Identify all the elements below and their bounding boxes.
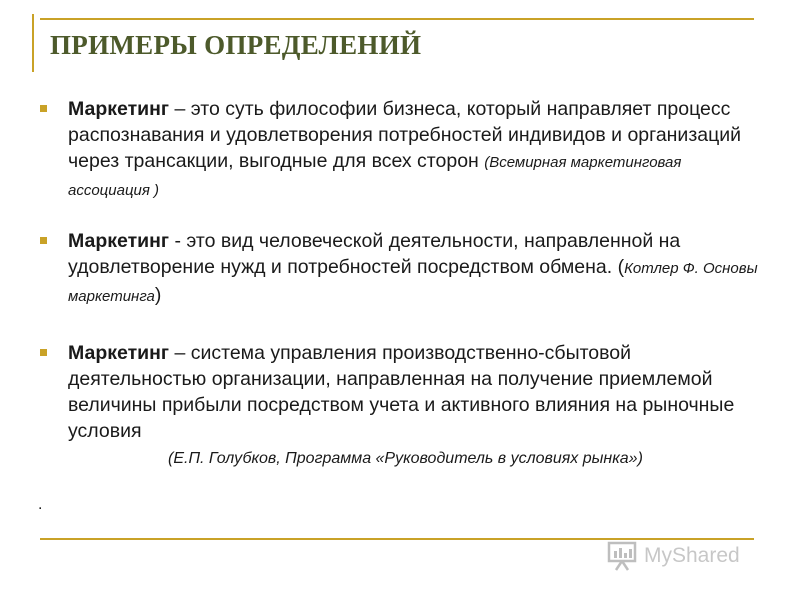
definition-text-2	[68, 228, 760, 310]
source-open-paren: (	[617, 256, 625, 278]
left-divider	[32, 14, 34, 72]
definition-body-2: - это вид человеческой деятельности, направленной на удовлетворение нужд и потребностей посредством обмена.	[68, 230, 681, 278]
square-bullet-icon	[40, 237, 47, 244]
definition-body-1: – это суть философии бизнеса, который направляет процесс распознавания и удовлетворения потребностей индивидов и организаций через трансакции, выгодные для всех сторон	[68, 98, 742, 172]
watermark	[606, 538, 766, 574]
definition-source-1: (Всемирная маркетинговая ассоциация )	[68, 154, 682, 199]
square-bullet-icon	[40, 349, 47, 356]
definition-text-3	[68, 340, 760, 444]
definition-body-3: – система управления производственно-сбытовой деятельностью организации, направленная на получение приемлемой величины прибыли посредством учета и активного влияния на рыночные условия	[68, 342, 735, 442]
definition-term-2: Маркетинг	[68, 230, 170, 252]
definition-term-3: Маркетинг	[68, 342, 170, 364]
definition-term-1: Маркетинг	[68, 98, 170, 120]
slide-title: ПРИМЕРЫ ОПРЕДЕЛЕНИЙ	[50, 30, 422, 60]
definition-text-1	[68, 96, 760, 204]
definition-item-3	[40, 340, 760, 444]
square-bullet-icon	[40, 105, 47, 112]
definition-item-2	[40, 228, 760, 310]
trailing-mark: .	[38, 496, 43, 513]
presentation-board-icon	[606, 539, 640, 573]
definition-item-1	[40, 96, 760, 204]
definition-source-2: Котлер Ф. Основы маркетинга	[68, 260, 758, 305]
watermark-text: MyShared	[644, 544, 740, 567]
top-divider	[40, 18, 754, 20]
source-close-paren: )	[154, 284, 162, 306]
definition-source-3: (Е.П. Голубков, Программа «Руководитель в условиях рынка»)	[168, 450, 643, 467]
